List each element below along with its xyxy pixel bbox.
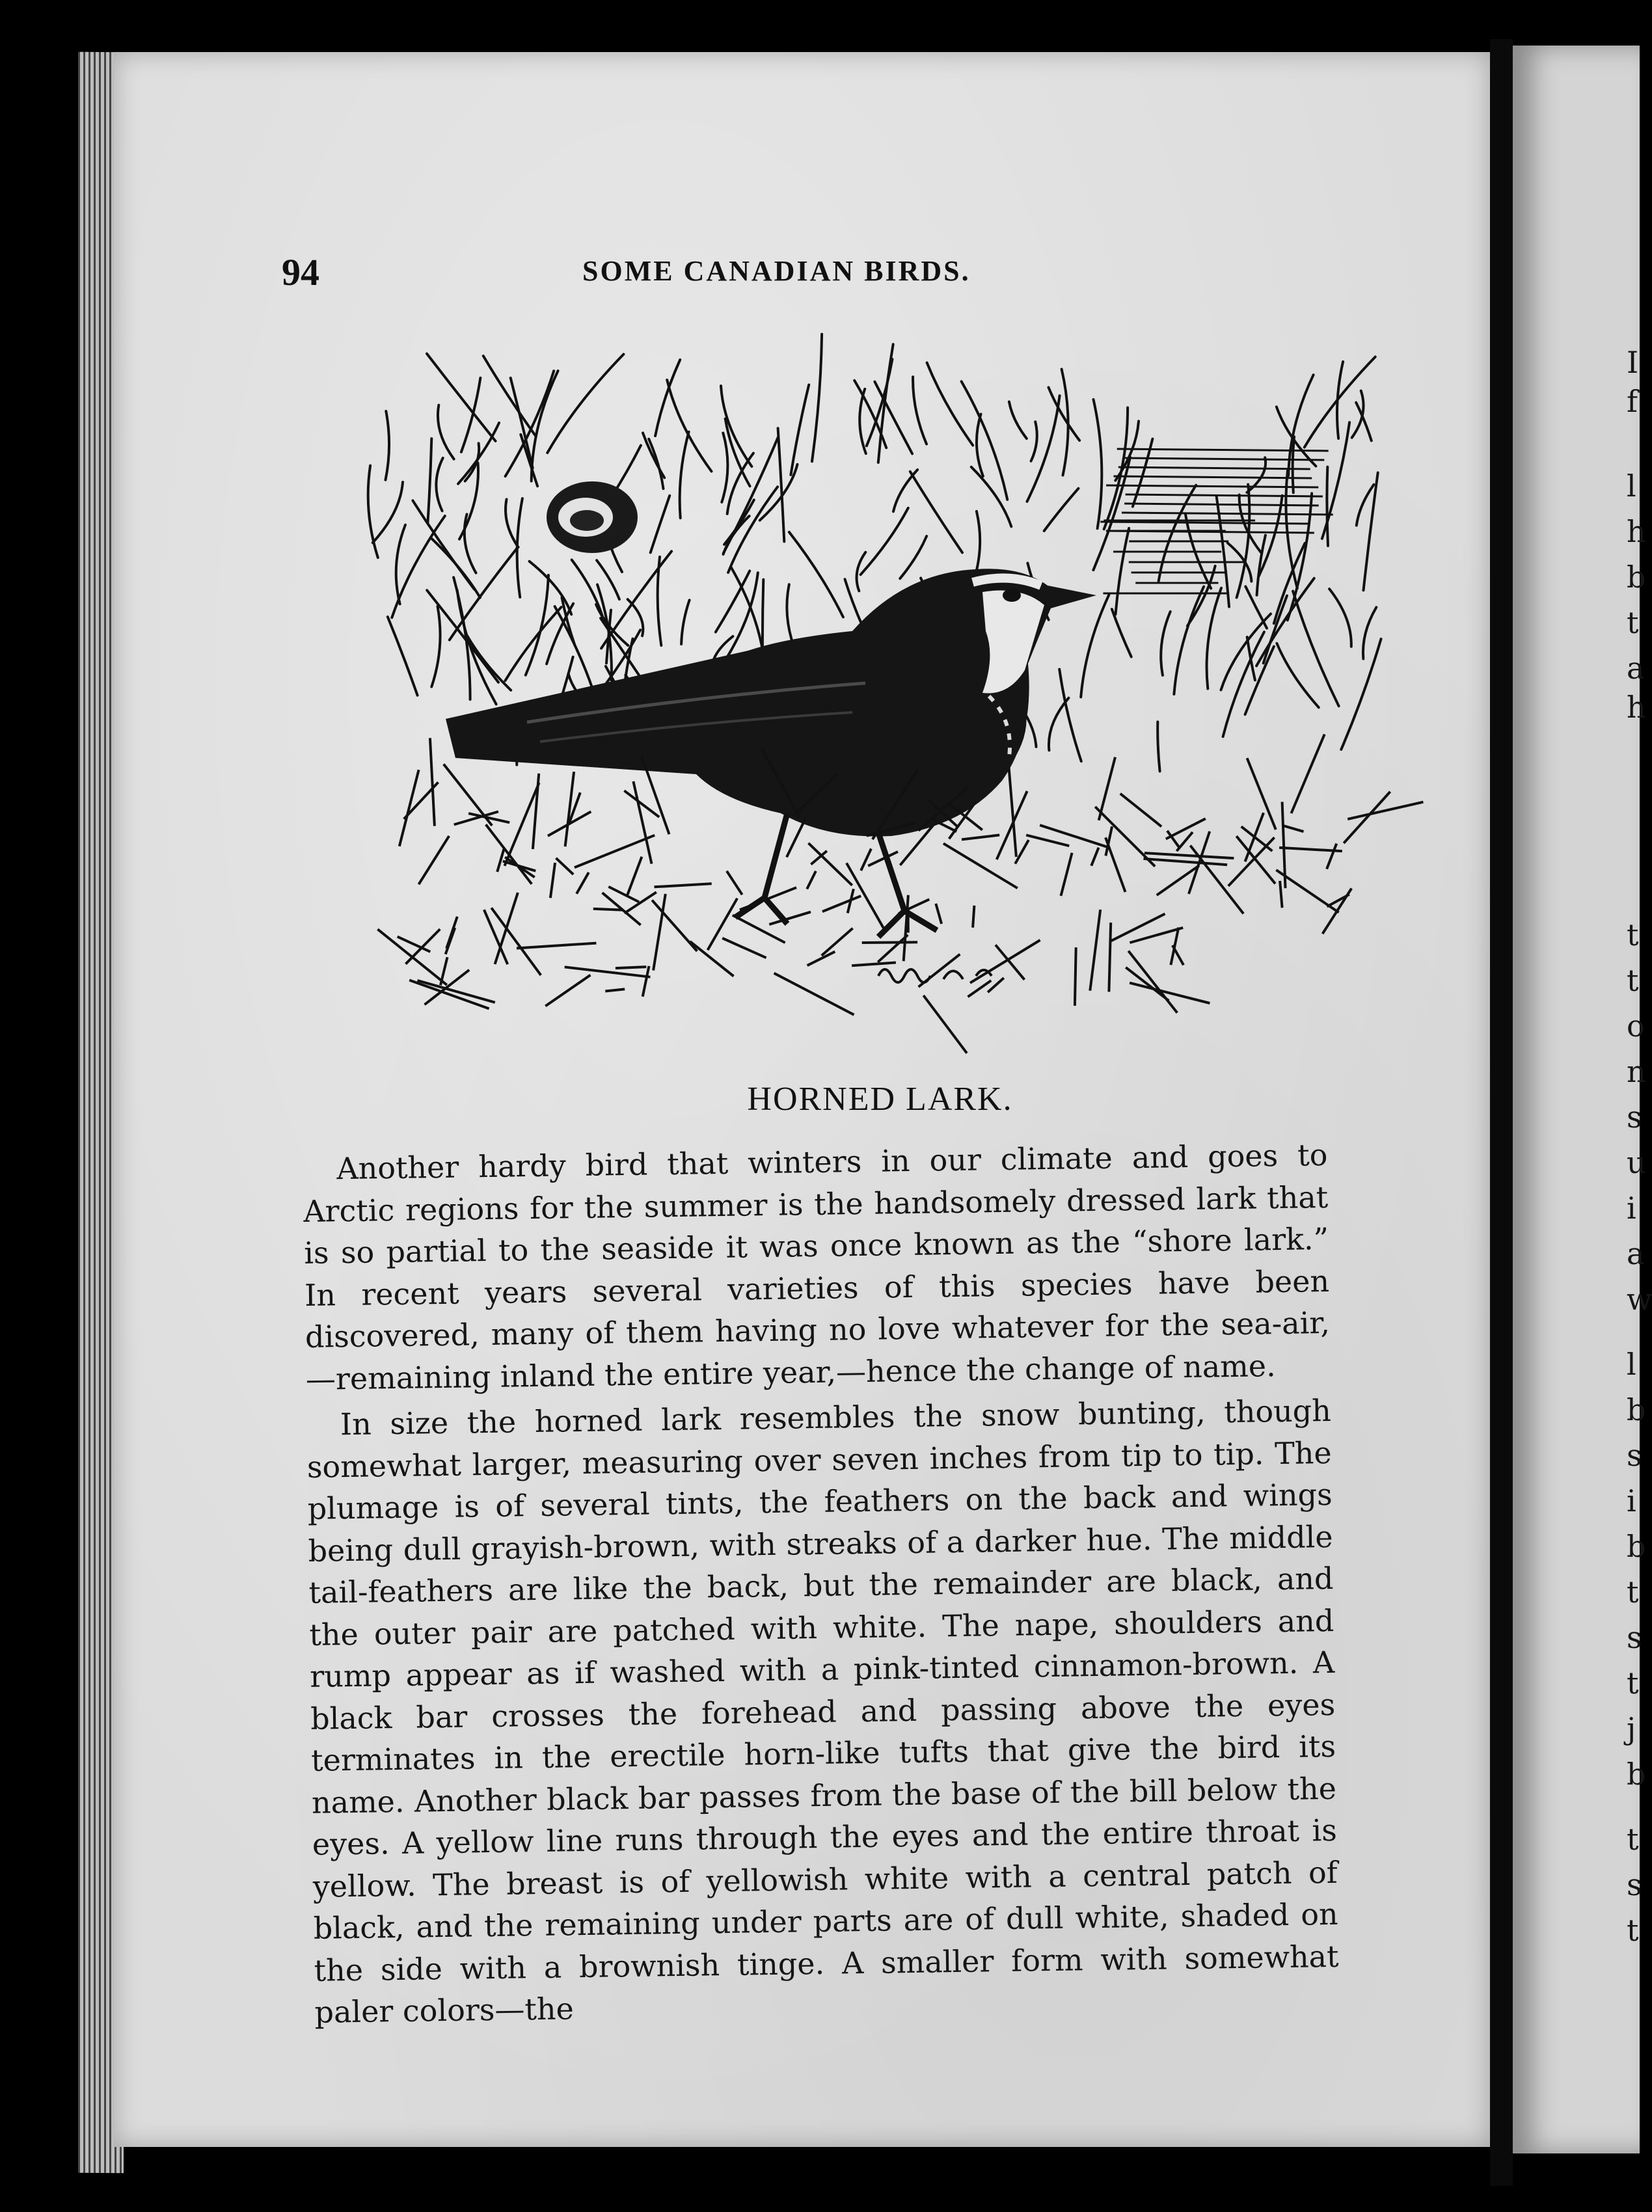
facing-page-fragment: f [1627, 384, 1638, 419]
facing-page-fragment: t [1627, 917, 1639, 952]
background-hatching [1100, 449, 1333, 593]
facing-page-fragment: w [1627, 1282, 1652, 1317]
facing-page-fragment: I [1627, 345, 1639, 380]
facing-page-fragment: t [1627, 1822, 1639, 1857]
facing-page-fragment: t [1627, 1913, 1639, 1948]
facing-page-fragment: b [1627, 1757, 1646, 1792]
facing-page-fragment: l [1627, 1347, 1636, 1382]
facing-page-fragment: j [1627, 1711, 1636, 1746]
facing-page-fragment: b [1627, 1392, 1646, 1427]
facing-page [1513, 46, 1652, 2153]
facing-page-fragment: u [1627, 1145, 1646, 1180]
facing-page-fragment: h [1627, 690, 1646, 725]
paragraph-1: Another hardy bird that winters in our climate and goes to Arctic regions for the summer is the handsomely dressed lark that is so partial to the seaside it was once known as the “shore lark.” In recent years several varieties of this species have been discovered, many of them having no love whatever for the sea-air,—remaining inland the entire year,—hence the change of name. [303, 1137, 1331, 1397]
facing-page-fragment: i [1627, 1483, 1636, 1518]
book-page [114, 52, 1490, 2147]
facing-page-fragment: b [1627, 560, 1646, 595]
facing-page-fragment: a [1627, 1236, 1645, 1271]
facing-page-fragment: l [1627, 468, 1636, 504]
facing-page-fragment: t [1627, 1574, 1639, 1610]
facing-page-fragment: s [1627, 1099, 1642, 1135]
facing-page-fragment: t [1627, 1666, 1639, 1701]
horned-lark-illustration [332, 358, 1405, 1054]
background-bird [547, 481, 638, 553]
facing-page-fragment: t [1627, 963, 1639, 998]
facing-page-fragment: b [1627, 1529, 1646, 1564]
facing-page-fragment: s [1627, 1438, 1642, 1473]
facing-page-fragment: n [1627, 1054, 1646, 1089]
body-text [303, 1134, 1340, 2033]
illustration-caption: HORNED LARK. [747, 1081, 1013, 1118]
facing-page-fragment: i [1627, 1191, 1636, 1226]
book-gutter [1490, 39, 1513, 2186]
facing-page-fragment: s [1627, 1867, 1642, 1902]
page-number: 94 [282, 251, 319, 293]
facing-page-fragment: s [1627, 1620, 1642, 1655]
facing-page-fragment: o [1627, 1008, 1645, 1044]
facing-page-fragment: h [1627, 514, 1646, 549]
facing-page-fragment: a [1627, 651, 1645, 686]
facing-page-fragment: t [1627, 605, 1639, 640]
running-head: SOME CANADIAN BIRDS. [582, 255, 971, 287]
paragraph-2: In size the horned lark resembles the snow bunting, though somewhat larger, measuring over seven inches from tip to tip. The plumage is of several tints, the feathers on the back and wings being dull grayish-brown, with streaks of a darker hue. The middle tail-feathers are like the back, but the remainder are black, and the outer pair are patched with white. The nape, shoulders and rump appear as if washed with a pink-tinted cinnamon-brown. A black bar crosses the forehead and passing above the eyes terminates in the erectile horn-like tufts that give the bird its name. Another black bar passes from the base of the bill below the eyes. A yellow line runs through the eyes and the entire throat is yellow. The breast is of yellowish white with a central patch of black, and the remaining under parts are of dull white, shaded on the side with a brownish tinge. A smaller form with somewhat paler colors—the [306, 1392, 1339, 2030]
page-header [114, 250, 1490, 303]
